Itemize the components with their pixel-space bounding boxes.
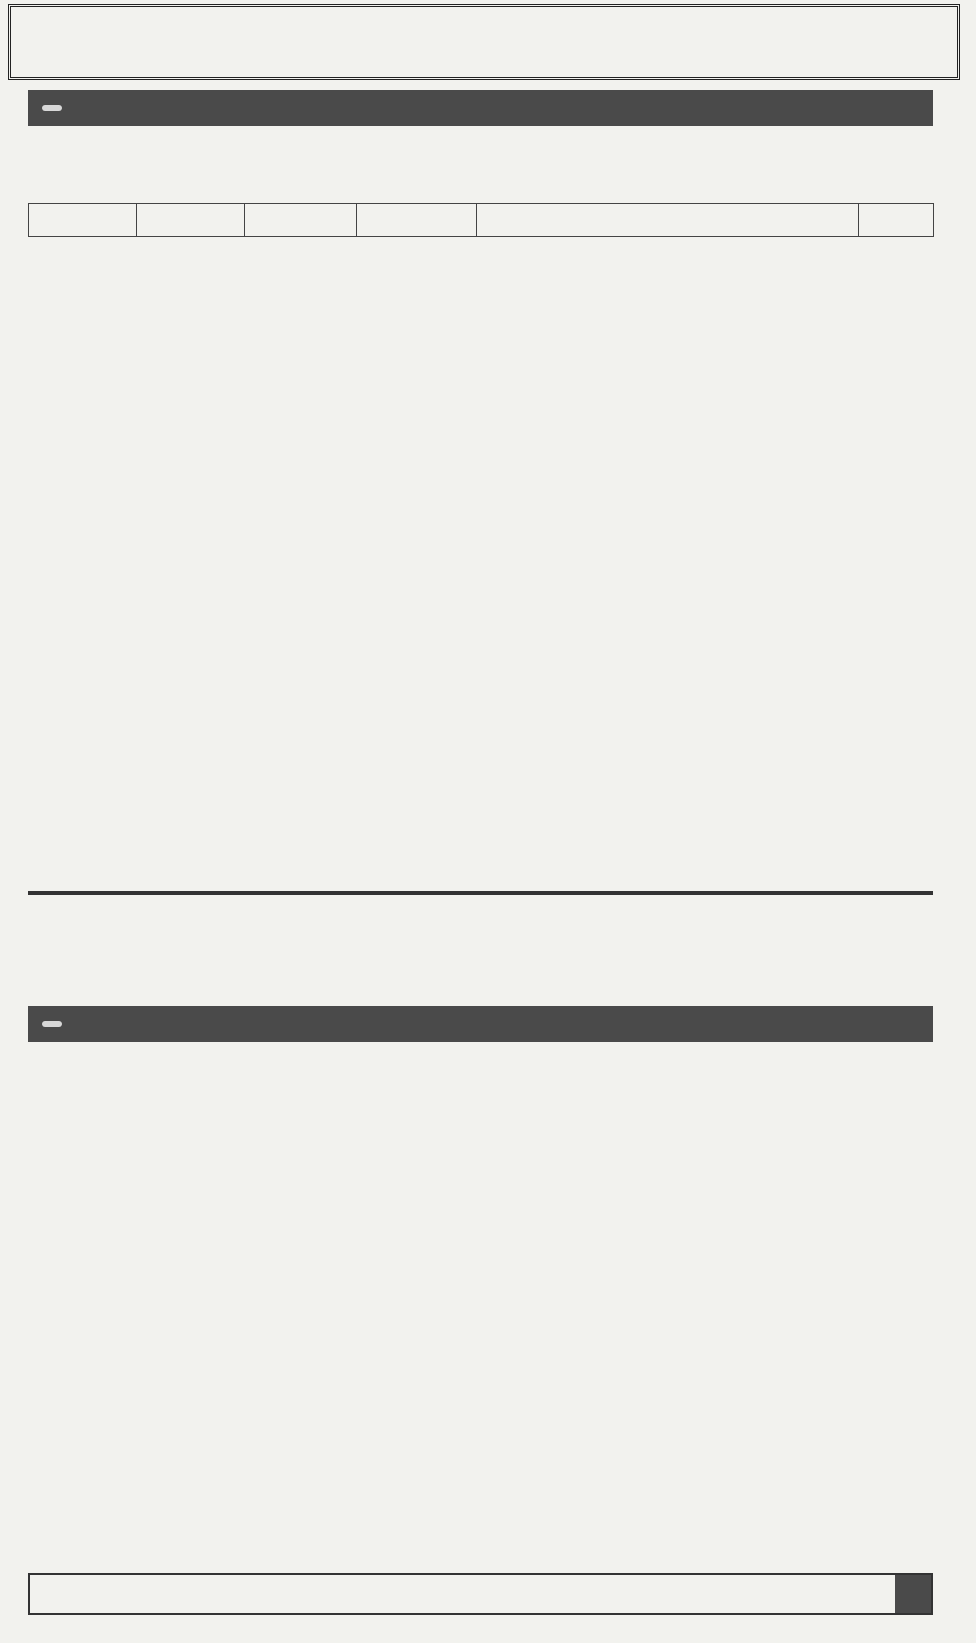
header-q1 xyxy=(859,204,934,237)
part-two-label xyxy=(895,1575,931,1613)
header-d xyxy=(29,204,137,237)
subjective-marks xyxy=(42,1021,62,1027)
mcq-header-row xyxy=(29,204,934,237)
subjective-header-bar xyxy=(28,1006,933,1042)
part-two-box xyxy=(28,1573,933,1615)
header-c xyxy=(137,204,245,237)
header-b xyxy=(245,204,357,237)
objective-header-bar xyxy=(28,90,933,126)
header-questions xyxy=(477,204,859,237)
objective-marks xyxy=(42,105,62,111)
header-a xyxy=(357,204,477,237)
section-divider xyxy=(28,891,933,895)
mcq-table xyxy=(28,203,934,237)
watermark-logo-icon xyxy=(180,700,880,1200)
paper-title xyxy=(8,4,960,80)
